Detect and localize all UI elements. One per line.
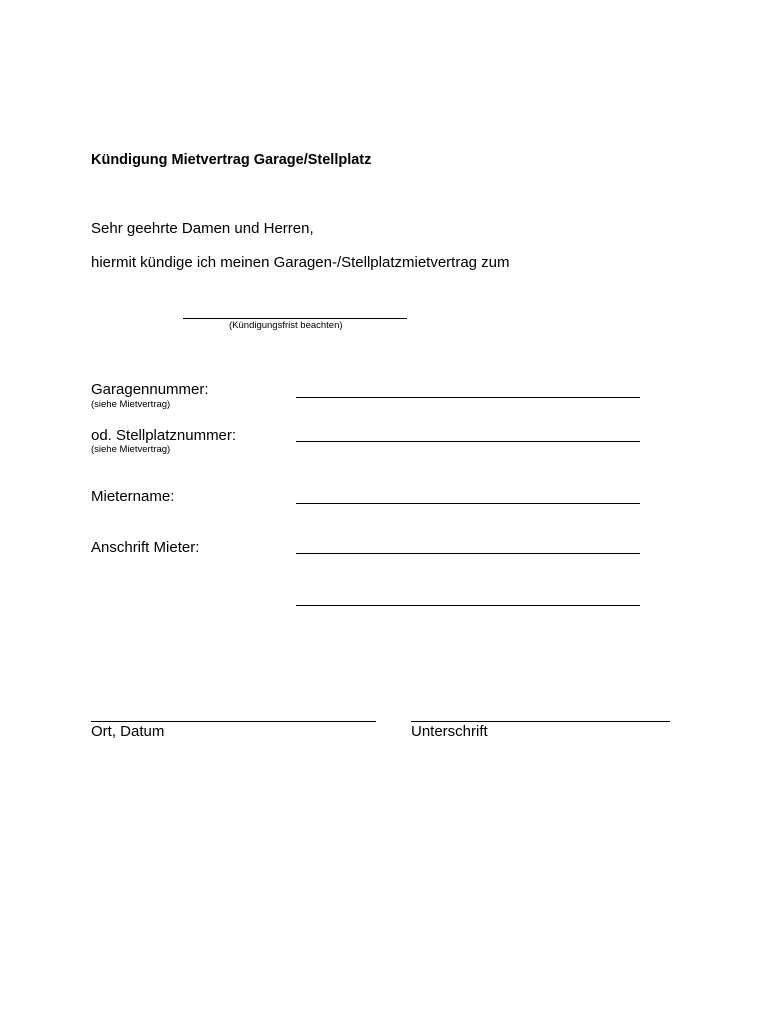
- garage-number-hint: (siehe Mietvertrag): [91, 399, 171, 410]
- parking-space-number-line[interactable]: [296, 441, 640, 442]
- document-title: Kündigung Mietvertrag Garage/Stellplatz: [91, 152, 372, 168]
- tenant-address-line-2[interactable]: [296, 605, 640, 606]
- tenant-name-label: Mietername:: [91, 488, 175, 505]
- place-date-line[interactable]: [91, 721, 376, 722]
- date-hint: (Kündigungsfrist beachten): [229, 320, 343, 331]
- garage-number-label: Garagennummer:: [91, 381, 209, 398]
- parking-space-number-label: od. Stellplatznummer:: [91, 427, 237, 444]
- garage-number-line[interactable]: [296, 397, 640, 398]
- place-date-label: Ort, Datum: [91, 723, 165, 740]
- tenant-address-label: Anschrift Mieter:: [91, 539, 200, 556]
- termination-date-line[interactable]: [183, 318, 407, 319]
- tenant-address-line-1[interactable]: [296, 553, 640, 554]
- tenant-name-line[interactable]: [296, 503, 640, 504]
- signature-label: Unterschrift: [411, 723, 488, 740]
- intro-text: hiermit kündige ich meinen Garagen-/Stellplatzmietvertrag zum: [91, 254, 510, 271]
- salutation: Sehr geehrte Damen und Herren,: [91, 220, 314, 237]
- parking-space-number-hint: (siehe Mietvertrag): [91, 444, 171, 455]
- signature-line[interactable]: [411, 721, 670, 722]
